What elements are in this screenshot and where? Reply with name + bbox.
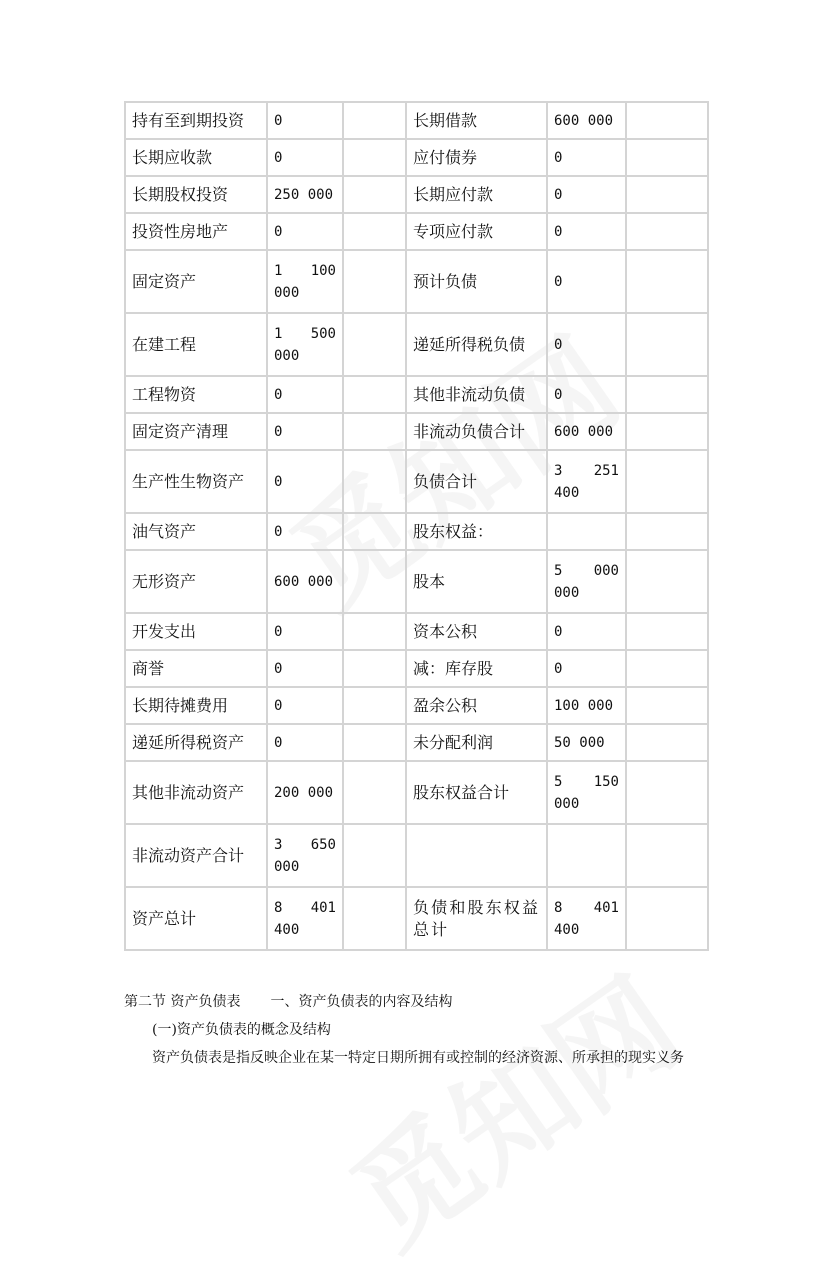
row-label: 商誉 <box>125 650 267 687</box>
empty-cell <box>626 213 708 250</box>
empty-cell <box>626 176 708 213</box>
table-row <box>125 513 708 550</box>
row-label: 固定资产清理 <box>125 413 267 450</box>
amount-cell: 0 <box>547 313 626 376</box>
empty-cell <box>626 650 708 687</box>
empty-cell <box>626 313 708 376</box>
empty-cell <box>343 213 406 250</box>
row-label: 资产总计 <box>125 887 267 950</box>
amount-part: 000 <box>554 584 580 601</box>
amount-cell: 0 <box>267 413 343 450</box>
amount-cell <box>267 887 343 950</box>
amount-cell <box>267 824 343 887</box>
empty-cell <box>626 687 708 724</box>
row-label: 长期股权投资 <box>125 176 267 213</box>
row-label: 开发支出 <box>125 613 267 650</box>
table-row <box>125 176 708 213</box>
table-row <box>125 650 708 687</box>
empty-cell <box>626 413 708 450</box>
empty-cell <box>343 550 406 613</box>
balance-sheet-body <box>125 102 708 950</box>
amount-cell: 50 000 <box>547 724 626 761</box>
row-label: 股东权益合计 <box>406 761 547 824</box>
amount-part: 150 <box>593 773 619 790</box>
row-label: 股本 <box>406 550 547 613</box>
section-title: 第二节 资产负债表 <box>124 994 241 1010</box>
amount-cell <box>547 513 626 550</box>
row-label: 长期待摊费用 <box>125 687 267 724</box>
table-row <box>125 450 708 513</box>
amount-cell: 0 <box>267 650 343 687</box>
amount-part: 100 <box>310 262 336 279</box>
row-label: 其他非流动负债 <box>406 376 547 413</box>
row-label: 盈余公积 <box>406 687 547 724</box>
row-label: 减：库存股 <box>406 650 547 687</box>
table-row <box>125 824 708 887</box>
body-paragraph: 资产负债表是指反映企业在某一特定日期所拥有或控制的经济资源、所承担的现实义务 <box>152 1050 684 1066</box>
amount-cell <box>547 450 626 513</box>
amount-cell <box>547 761 626 824</box>
amount-cell: 0 <box>547 176 626 213</box>
amount-cell: 600 000 <box>547 413 626 450</box>
row-label: 非流动负债合计 <box>406 413 547 450</box>
empty-cell <box>343 450 406 513</box>
amount-part: 1 <box>274 262 283 279</box>
amount-cell <box>547 550 626 613</box>
row-label: 长期应付款 <box>406 176 547 213</box>
row-label: 递延所得税负债 <box>406 313 547 376</box>
row-label: 无形资产 <box>125 550 267 613</box>
row-label: 专项应付款 <box>406 213 547 250</box>
amount-part: 000 <box>593 562 619 579</box>
table-row <box>125 724 708 761</box>
amount-cell <box>547 824 626 887</box>
empty-cell <box>626 613 708 650</box>
empty-cell <box>626 250 708 313</box>
row-label: 资本公积 <box>406 613 547 650</box>
empty-cell <box>343 176 406 213</box>
table-row <box>125 413 708 450</box>
amount-part: 500 <box>310 325 336 342</box>
empty-cell <box>626 887 708 950</box>
row-label: 应付债券 <box>406 139 547 176</box>
empty-cell <box>626 450 708 513</box>
amount-cell: 0 <box>267 613 343 650</box>
empty-cell <box>343 650 406 687</box>
row-label: 预计负债 <box>406 250 547 313</box>
amount-part: 8 <box>554 899 563 916</box>
amount-part: 000 <box>274 347 300 364</box>
amount-line <box>554 560 619 582</box>
empty-cell <box>343 824 406 887</box>
section-subtitle: 一、资产负债表的内容及结构 <box>270 994 453 1010</box>
amount-cell: 0 <box>267 513 343 550</box>
amount-line <box>554 771 619 793</box>
amount-cell: 100 000 <box>547 687 626 724</box>
row-label: 股东权益： <box>406 513 547 550</box>
amount-cell: 0 <box>267 450 343 513</box>
empty-cell <box>626 102 708 139</box>
amount-cell <box>267 313 343 376</box>
row-label: 递延所得税资产 <box>125 724 267 761</box>
row-label: 负债合计 <box>406 450 547 513</box>
empty-cell <box>343 724 406 761</box>
table-row <box>125 313 708 376</box>
row-label: 投资性房地产 <box>125 213 267 250</box>
amount-cell: 0 <box>547 139 626 176</box>
amount-cell: 0 <box>547 650 626 687</box>
amount-cell: 0 <box>267 213 343 250</box>
watermark <box>313 932 707 1279</box>
empty-cell <box>626 761 708 824</box>
amount-part: 401 <box>593 899 619 916</box>
amount-part: 3 <box>554 462 563 479</box>
empty-cell <box>343 887 406 950</box>
table-row <box>125 376 708 413</box>
table-row <box>125 102 708 139</box>
section-heading <box>124 992 724 1012</box>
amount-line <box>554 897 619 919</box>
table-row <box>125 550 708 613</box>
amount-cell: 600 000 <box>267 550 343 613</box>
empty-cell <box>626 824 708 887</box>
amount-part: 401 <box>310 899 336 916</box>
amount-cell: 0 <box>267 102 343 139</box>
table-row <box>125 250 708 313</box>
table-row <box>125 139 708 176</box>
amount-cell <box>547 887 626 950</box>
amount-cell: 0 <box>547 376 626 413</box>
row-label: 持有至到期投资 <box>125 102 267 139</box>
row-label: 工程物资 <box>125 376 267 413</box>
empty-cell <box>343 313 406 376</box>
amount-cell: 0 <box>547 613 626 650</box>
empty-cell <box>626 139 708 176</box>
amount-cell: 200 000 <box>267 761 343 824</box>
amount-cell <box>267 250 343 313</box>
empty-cell <box>343 613 406 650</box>
empty-cell <box>343 376 406 413</box>
row-label: 固定资产 <box>125 250 267 313</box>
row-label: 非流动资产合计 <box>125 824 267 887</box>
amount-part: 400 <box>274 921 300 938</box>
amount-part: 1 <box>274 325 283 342</box>
empty-cell <box>343 413 406 450</box>
amount-part: 650 <box>310 836 336 853</box>
table-row <box>125 887 708 950</box>
amount-cell: 0 <box>267 376 343 413</box>
amount-cell: 0 <box>547 213 626 250</box>
amount-part: 000 <box>274 858 300 875</box>
amount-part: 000 <box>274 284 300 301</box>
amount-cell: 0 <box>267 724 343 761</box>
empty-cell <box>343 687 406 724</box>
subheading: (一)资产负债表的概念及结构 <box>152 1022 331 1038</box>
amount-cell: 0 <box>547 250 626 313</box>
amount-line <box>554 460 619 482</box>
row-label: 油气资产 <box>125 513 267 550</box>
amount-part: 400 <box>554 921 580 938</box>
row-label <box>406 824 547 887</box>
table-row <box>125 761 708 824</box>
amount-part: 8 <box>274 899 283 916</box>
table-row <box>125 213 708 250</box>
amount-line <box>274 260 336 282</box>
amount-part: 251 <box>593 462 619 479</box>
table-row <box>125 613 708 650</box>
empty-cell <box>343 761 406 824</box>
empty-cell <box>343 139 406 176</box>
row-label: 生产性生物资产 <box>125 450 267 513</box>
amount-line <box>274 834 336 856</box>
balance-sheet-table <box>124 101 709 951</box>
row-label: 其他非流动资产 <box>125 761 267 824</box>
amount-line <box>274 897 336 919</box>
empty-cell <box>626 724 708 761</box>
row-label: 长期借款 <box>406 102 547 139</box>
table-row <box>125 687 708 724</box>
empty-cell <box>343 102 406 139</box>
amount-line <box>274 323 336 345</box>
empty-cell <box>626 513 708 550</box>
amount-part: 000 <box>554 795 580 812</box>
row-label: 负债和股东权益总计 <box>406 887 547 950</box>
amount-part: 400 <box>554 484 580 501</box>
amount-cell: 0 <box>267 687 343 724</box>
row-label: 未分配利润 <box>406 724 547 761</box>
row-label: 在建工程 <box>125 313 267 376</box>
empty-cell <box>626 550 708 613</box>
empty-cell <box>343 513 406 550</box>
amount-part: 5 <box>554 562 563 579</box>
amount-cell: 600 000 <box>547 102 626 139</box>
amount-cell: 250 000 <box>267 176 343 213</box>
amount-part: 3 <box>274 836 283 853</box>
amount-cell: 0 <box>267 139 343 176</box>
row-label: 长期应收款 <box>125 139 267 176</box>
empty-cell <box>343 250 406 313</box>
empty-cell <box>626 376 708 413</box>
amount-part: 5 <box>554 773 563 790</box>
